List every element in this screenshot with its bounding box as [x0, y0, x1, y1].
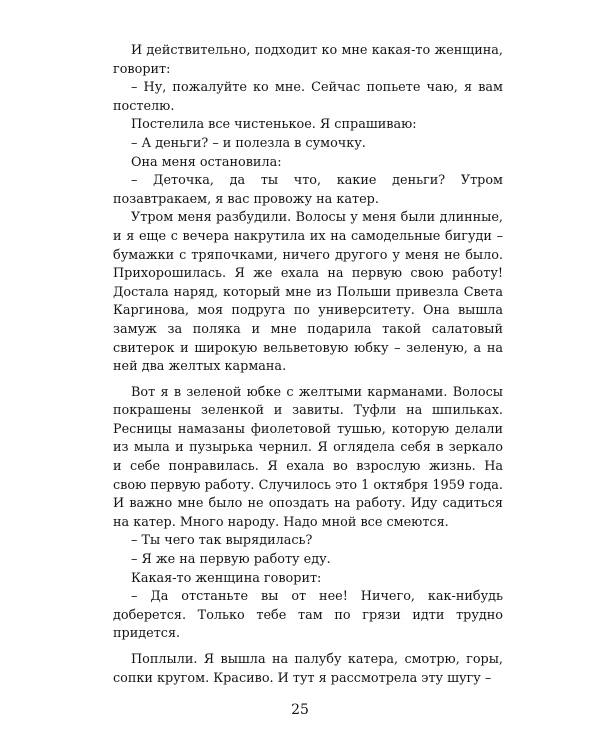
- paragraph-11: Какая-то женщина говорит:: [131, 570, 322, 586]
- paragraph-13: Поплыли. Я вышла на палубу катера, смотрю, горы, сопки кругом. Красиво. И тут я рассмотрела эту шугу –: [113, 652, 503, 686]
- paragraph-1: И действительно, подходит ко мне какая-то женщина, говорит:: [113, 43, 503, 77]
- paragraph-4: – А деньги? – и полезла в сумочку.: [131, 135, 366, 151]
- paragraph-10: – Я же на первую работу еду.: [131, 552, 331, 568]
- paragraph-8: Вот я в зеленой юбке с желтыми карманами. Волосы покрашены зеленкой и завиты. Туфли на шпильках. Ресницы намазаны фиолетовой тушью, которую делали из мыла и пузырька чернил. Я оглядела себя в зеркало и себе понравилась. Я ехала во взрослую жизнь. На свою первую работу. Случилось это 1 октября 1959 года. И важно мне было не опоздать на работу. Иду садиться на катер. Много народу. Надо мной все смеются.: [113, 384, 503, 530]
- page-number: 25: [291, 702, 309, 718]
- paragraph-5: Она меня остановила:: [131, 154, 282, 170]
- paragraph-6: – Деточка, да ты что, какие деньги? Утром позавтракаем, я вас провожу на катер.: [113, 173, 503, 207]
- paragraph-7: Утром меня разбудили. Волосы у меня были длинные, и я еще с вечера накрутила их на самодельные бигуди – бумажки с тряпочками, ничего другого у меня не было. Прихорошилась. Я же ехала на первую свою работу! Достала наряд, который мне из Польши привезла Света Каргинова, моя подруга по университету. Она вышла замуж за поляка и мне подарила такой салатовый свитерок и широкую вельветовую юбку – зеленую, а на ней два желтых кармана.: [113, 210, 503, 375]
- paragraph-2: – Ну, пожалуйте ко мне. Сейчас попьете чаю, я вам постелю.: [113, 80, 503, 114]
- paragraph-12: – Да отстаньте вы от нее! Ничего, как-нибудь доберется. Только тебе там по грязи идти трудно придется.: [113, 589, 503, 642]
- body-text: [113, 42, 503, 688]
- paragraph-3: Постелила все чистенькое. Я спрашиваю:: [131, 117, 417, 133]
- paragraph-9: – Ты чего так вырядилась?: [131, 533, 313, 549]
